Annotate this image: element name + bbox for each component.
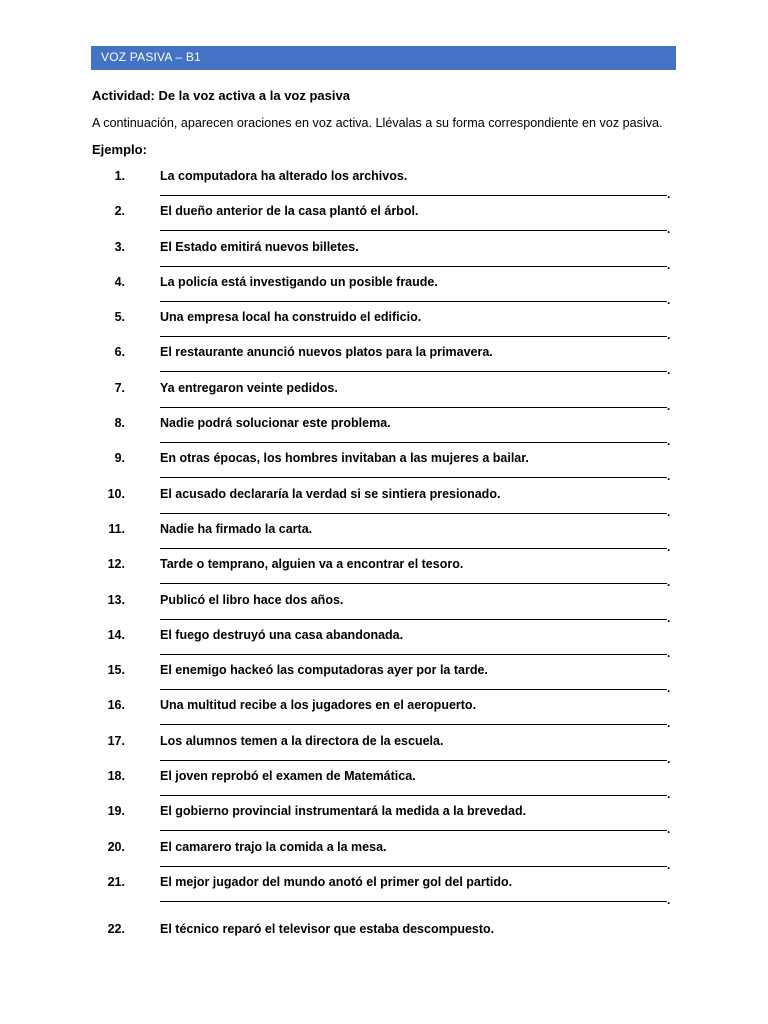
exercise-sentence: Los alumnos temen a la directora de la escuela.: [160, 733, 444, 748]
answer-line[interactable]: [160, 407, 667, 408]
answer-line[interactable]: [160, 266, 667, 267]
answer-line-period: .: [667, 681, 671, 696]
exercise-item: [0, 593, 768, 628]
exercise-number: 16.: [107, 698, 125, 713]
exercise-number: 1.: [114, 169, 125, 183]
exercise-item: [0, 628, 768, 663]
exercise-number: 3.: [114, 239, 125, 254]
answer-line-period: .: [667, 857, 671, 872]
exercise-item: [0, 451, 768, 486]
exercise-number: 18.: [107, 769, 125, 784]
exercise-sentence: El dueño anterior de la casa plantó el árbol.: [160, 204, 419, 219]
exercise-number: 20.: [107, 839, 125, 854]
exercise-sentence: Ya entregaron veinte pedidos.: [160, 380, 338, 395]
activity-instructions: A continuación, aparecen oraciones en voz activa. Llévalas a su forma correspondiente en voz pasiva.: [92, 116, 663, 130]
answer-line-period: .: [667, 292, 671, 307]
exercise-sentence: El acusado declararía la verdad si se sintiera presionado.: [160, 486, 501, 501]
exercise-sentence: Nadie ha firmado la carta.: [160, 521, 313, 536]
exercise-number: 2.: [114, 204, 125, 219]
exercise-number: 9.: [114, 451, 125, 466]
answer-line[interactable]: [160, 760, 667, 761]
exercise-number: 21.: [107, 874, 125, 889]
answer-line-period: .: [667, 787, 671, 802]
answer-line-period: .: [667, 363, 671, 378]
exercise-item: [0, 416, 768, 451]
exercise-item: [0, 169, 768, 204]
answer-line-period: .: [667, 469, 671, 484]
exercise-number: 13.: [107, 592, 125, 607]
section-title: VOZ PASIVA – B1: [101, 50, 201, 64]
exercise-item: [0, 275, 768, 310]
exercise-sentence: En otras épocas, los hombres invitaban a las mujeres a bailar.: [160, 451, 529, 466]
example-label: Ejemplo:: [92, 142, 147, 157]
exercise-sentence: Una multitud recibe a los jugadores en el aeropuerto.: [160, 698, 477, 713]
answer-line-period: .: [667, 257, 671, 272]
exercise-item: [0, 522, 768, 557]
exercise-number: 5.: [114, 310, 125, 325]
exercise-item: [0, 875, 768, 910]
exercise-sentence: El gobierno provincial instrumentará la medida a la brevedad.: [160, 804, 527, 819]
exercise-number: 19.: [107, 804, 125, 819]
exercise-item: [0, 922, 768, 957]
activity-title: Actividad: De la voz activa a la voz pasiva: [92, 88, 350, 103]
exercise-list: [0, 169, 768, 958]
exercise-sentence: Nadie podrá solucionar este problema.: [160, 416, 391, 431]
exercise-sentence: El restaurante anunció nuevos platos para la primavera.: [160, 345, 493, 360]
exercise-sentence: El joven reprobó el examen de Matemática.: [160, 769, 416, 784]
answer-line-period: .: [667, 504, 671, 519]
exercise-item: [0, 804, 768, 839]
answer-line[interactable]: [160, 513, 667, 514]
exercise-item: [0, 840, 768, 875]
answer-line[interactable]: [160, 689, 667, 690]
exercise-sentence: La computadora ha alterado los archivos.: [160, 169, 408, 183]
answer-line-period: .: [667, 575, 671, 590]
answer-line[interactable]: [160, 830, 667, 831]
exercise-item: [0, 663, 768, 698]
answer-line-period: .: [667, 751, 671, 766]
answer-line[interactable]: [160, 724, 667, 725]
exercise-item: [0, 381, 768, 416]
exercise-number: 10.: [107, 486, 125, 501]
answer-line-period: .: [667, 328, 671, 343]
answer-line[interactable]: [160, 230, 667, 231]
exercise-item: [0, 734, 768, 769]
exercise-number: 17.: [107, 733, 125, 748]
exercise-sentence: El fuego destruyó una casa abandonada.: [160, 627, 404, 642]
answer-line[interactable]: [160, 371, 667, 372]
exercise-number: 15.: [107, 663, 125, 678]
exercise-number: 14.: [107, 627, 125, 642]
answer-line[interactable]: [160, 548, 667, 549]
answer-line-period: .: [667, 645, 671, 660]
answer-line-period: .: [667, 892, 671, 907]
exercise-number: 8.: [114, 416, 125, 431]
answer-line[interactable]: [160, 477, 667, 478]
exercise-sentence: El técnico reparó el televisor que estaba descompuesto.: [160, 922, 495, 937]
answer-line[interactable]: [160, 901, 667, 902]
exercise-item: [0, 769, 768, 804]
exercise-number: 12.: [107, 557, 125, 572]
exercise-sentence: Una empresa local ha construido el edificio.: [160, 310, 422, 325]
exercise-number: 4.: [114, 274, 125, 289]
answer-line-period: .: [667, 434, 671, 449]
exercise-item: [0, 204, 768, 239]
answer-line[interactable]: [160, 583, 667, 584]
answer-line-period: .: [667, 610, 671, 625]
answer-line[interactable]: [160, 619, 667, 620]
section-header-bar: [91, 46, 676, 70]
answer-line[interactable]: [160, 654, 667, 655]
exercise-item: [0, 698, 768, 733]
exercise-number: 7.: [114, 380, 125, 395]
answer-line[interactable]: [160, 195, 667, 196]
answer-line-period: .: [667, 539, 671, 554]
exercise-item: [0, 345, 768, 380]
answer-line-period: .: [667, 222, 671, 237]
exercise-sentence: La policía está investigando un posible fraude.: [160, 274, 438, 289]
answer-line-period: .: [667, 716, 671, 731]
exercise-sentence: El enemigo hackeó las computadoras ayer por la tarde.: [160, 663, 488, 678]
exercise-sentence: El camarero trajo la comida a la mesa.: [160, 839, 387, 854]
answer-line[interactable]: [160, 301, 667, 302]
exercise-item: [0, 487, 768, 522]
exercise-sentence: Tarde o temprano, alguien va a encontrar el tesoro.: [160, 557, 464, 572]
exercise-item: [0, 310, 768, 345]
answer-line[interactable]: [160, 866, 667, 867]
exercise-sentence: El mejor jugador del mundo anotó el primer gol del partido.: [160, 874, 513, 889]
exercise-sentence: El Estado emitirá nuevos billetes.: [160, 239, 359, 254]
answer-line-period: .: [667, 187, 671, 201]
answer-line[interactable]: [160, 795, 667, 796]
exercise-number: 11.: [108, 521, 125, 536]
answer-line-period: .: [667, 398, 671, 413]
exercise-item: [0, 240, 768, 275]
exercise-sentence: Publicó el libro hace dos años.: [160, 592, 344, 607]
exercise-number: 6.: [114, 345, 125, 360]
exercise-item: [0, 557, 768, 592]
answer-line-period: .: [667, 822, 671, 837]
answer-line[interactable]: [160, 336, 667, 337]
answer-line[interactable]: [160, 442, 667, 443]
exercise-number: 22.: [107, 922, 125, 937]
